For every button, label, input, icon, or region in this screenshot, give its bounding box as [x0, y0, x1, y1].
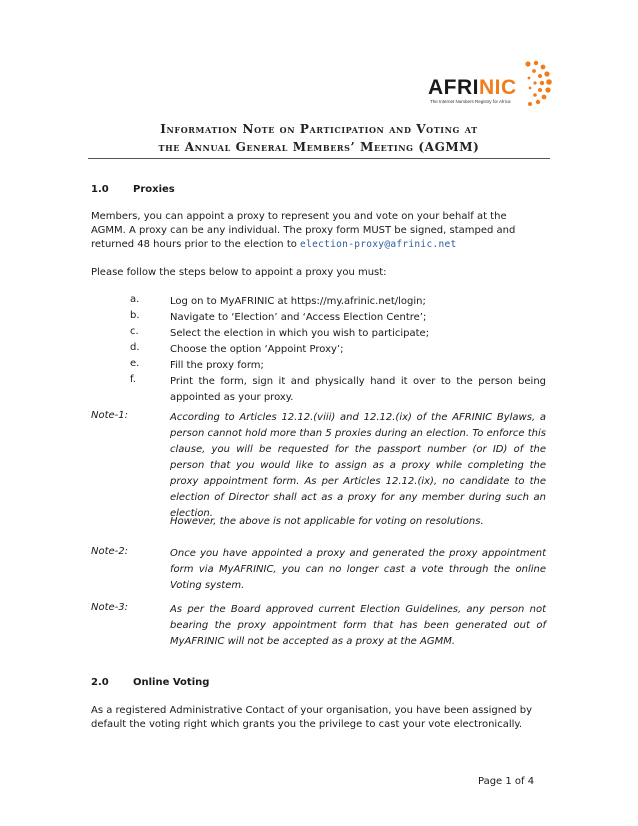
section-1-number: 1.0 [91, 184, 109, 195]
note-label: Note-1: [91, 410, 129, 421]
steps-intro: Please follow the steps below to appoint a proxy you must: [91, 267, 387, 278]
section-2-heading: Online Voting [133, 677, 210, 688]
step-label: d. [130, 342, 140, 353]
proxy-email-link[interactable]: election-proxy@afrinic.net [300, 239, 457, 250]
note-label: Note-2: [91, 546, 129, 557]
section-1-heading: Proxies [133, 184, 175, 195]
section-2-number: 2.0 [91, 677, 109, 688]
note-text: Once you have appointed a proxy and generated the proxy appointment form via MyAFRINIC, you can no longer cast a vote through the online Voting system. [170, 548, 546, 591]
step-text: Log on to MyAFRINIC at https://my.afrinic.net/login; [170, 296, 426, 307]
step-label: e. [130, 358, 140, 369]
section-2-line-2: default the voting right which grants you the privilege to cast your vote electronically. [91, 719, 523, 730]
step-label: a. [130, 294, 140, 305]
title-line-1: Information Note on Participation and Voting at [160, 122, 478, 136]
section-1-intro [91, 210, 545, 252]
logo-wordmark: AFRINIC [428, 76, 517, 99]
step-text: Select the election in which you wish to participate; [170, 328, 430, 339]
logo-tagline: The Internet Numbers Registry for Africa [430, 99, 511, 104]
step-text: Choose the option ‘Appoint Proxy’; [170, 344, 344, 355]
title-divider [88, 158, 550, 159]
step-label: f. [130, 374, 136, 385]
title-line-2: the Annual General Members’ Meeting (AGMM) [158, 140, 480, 154]
section-2-line-1: As a registered Administrative Contact of your organisation, you have been assigned by [91, 705, 532, 716]
intro-line-3: returned 48 hours prior to the election to election-proxy@afrinic.net [91, 239, 457, 250]
intro-line-1: Members, you can appoint a proxy to represent you and vote on your behalf at the [91, 211, 507, 222]
section-2-body [91, 704, 545, 732]
step-text: Print the form, sign it and physically hand it over to the person being appointed as your proxy. [170, 376, 546, 403]
note-text: According to Articles 12.12.(viii) and 12.12.(ix) of the AFRINIC Bylaws, a person cannot hold more than 5 proxies during an election. To enforce this clause, you will be requested for the passport number (or ID) of the person that you would like to assign as a proxy while completing the proxy appointment form. As per Articles 12.12.(ix), no candidate to the election of Director shall act as a proxy for any member during such an election. [170, 412, 546, 519]
step-text: Fill the proxy form; [170, 360, 264, 371]
intro-line-2: AGMM. A proxy can be any individual. The proxy form MUST be signed, stamped and [91, 225, 516, 236]
note-extra: However, the above is not applicable for voting on resolutions. [170, 516, 484, 527]
document-title [88, 120, 550, 156]
note-label: Note-3: [91, 602, 129, 613]
logo-dots-icon [514, 58, 554, 110]
afrinic-logo [428, 58, 553, 110]
page-number: Page 1 of 4 [478, 776, 535, 787]
step-label: b. [130, 310, 140, 321]
note-text: As per the Board approved current Election Guidelines, any person not bearing the proxy appointment form that has been generated out of MyAFRINIC will not be accepted as a proxy at the AGMM. [170, 604, 546, 647]
step-text: Navigate to ‘Election’ and ‘Access Election Centre’; [170, 312, 427, 323]
step-label: c. [130, 326, 139, 337]
